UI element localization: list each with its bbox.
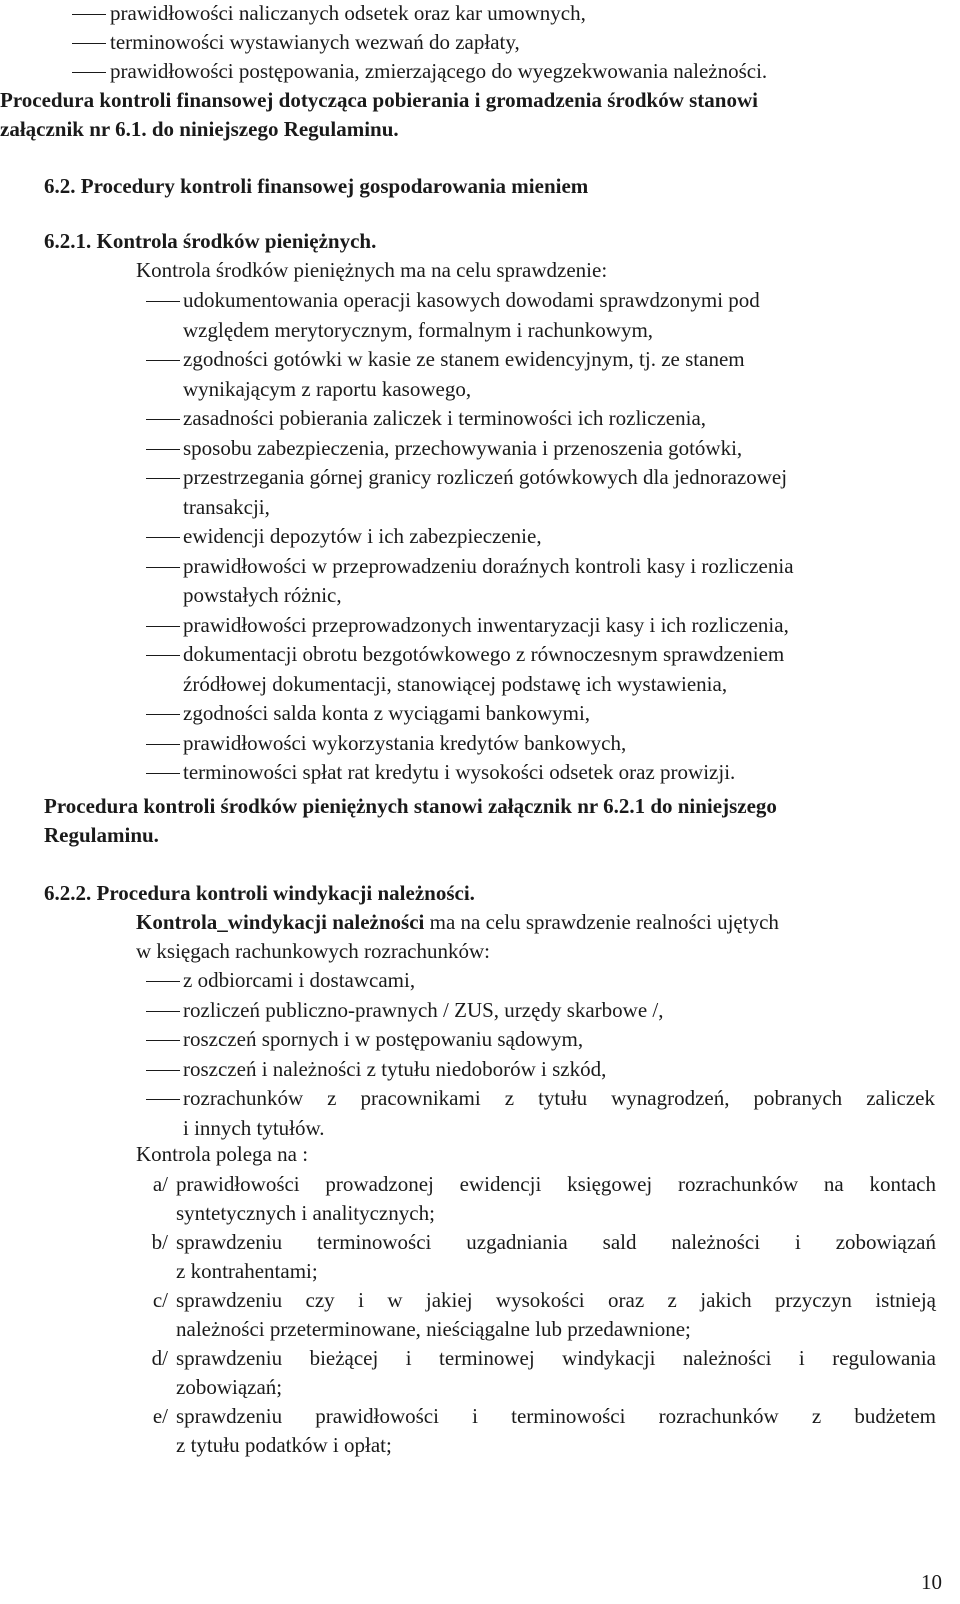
page-number: 10 <box>921 1570 942 1594</box>
intro-bold: Kontrola_windykacji należności <box>136 910 425 934</box>
list-item: prawidłowości w przeprowadzeniu doraźnych kontroli kasy i rozliczenia <box>183 553 794 578</box>
dash-marker <box>72 72 106 73</box>
dash-marker <box>146 360 180 361</box>
procedure-note: załącznik nr 6.1. do niniejszego Regulaminu. <box>0 117 399 141</box>
intro-text: Kontrola środków pieniężnych ma na celu sprawdzenie: <box>136 258 608 282</box>
list-item: zgodności gotówki w kasie ze stanem ewidencyjnym, tj. ze stanem <box>183 347 745 371</box>
list-marker: b/ <box>151 1230 168 1254</box>
list-item: względem merytorycznym, formalnym i rachunkowym, <box>183 317 654 342</box>
list-item: rozrachunków z pracownikami z tytułu wynagrodzeń, pobranych zaliczek <box>183 1086 935 1110</box>
list-item: sprawdzeniu bieżącej i terminowej windykacji należności i regulowania <box>176 1346 936 1370</box>
list-item: roszczeń spornych i w postępowaniu sądowym, <box>183 1027 584 1051</box>
list-item: syntetycznych i analitycznych; <box>176 1201 435 1225</box>
procedure-note: Regulaminu. <box>44 823 159 847</box>
list-item: ewidencji depozytów i ich zabezpieczenie, <box>183 524 542 548</box>
dash-marker <box>146 301 180 302</box>
dash-marker <box>146 773 180 774</box>
dash-marker <box>146 714 180 715</box>
procedure-note: Procedura kontroli środków pieniężnych stanowi załącznik nr 6.2.1 do niniejszego <box>44 794 777 818</box>
dash-marker <box>72 14 106 15</box>
list-item: sprawdzeniu czy i w jakiej wysokości oraz z jakich przyczyn istnieją <box>176 1288 936 1312</box>
list-item: prawidłowości postępowania, zmierzającego do wyegzekwowania należności. <box>110 59 768 83</box>
list-item: prawidłowości prowadzonej ewidencji księgowej rozrachunków na kontach <box>176 1172 936 1196</box>
list-marker: c/ <box>152 1288 168 1312</box>
list-item: sprawdzeniu terminowości uzgadniania sald należności i zobowiązań <box>176 1230 936 1254</box>
list-item: powstałych różnic, <box>183 583 342 607</box>
dash-marker <box>146 478 180 479</box>
dash-marker <box>146 449 180 450</box>
dash-marker <box>146 744 180 745</box>
intro-text: Kontrola polega na : <box>136 1142 309 1166</box>
list-item: prawidłowości przeprowadzonych inwentaryzacji kasy i ich rozliczenia, <box>183 612 789 637</box>
list-item: z odbiorcami i dostawcami, <box>183 968 416 992</box>
list-item: zobowiązań; <box>176 1375 283 1399</box>
list-item: rozliczeń publiczno-prawnych / ZUS, urzędy skarbowe /, <box>183 997 664 1022</box>
list-item: roszczeń i należności z tytułu niedoborów i szkód, <box>183 1056 607 1081</box>
list-marker: a/ <box>152 1172 168 1196</box>
dash-marker <box>146 1070 180 1071</box>
dash-marker <box>146 1011 180 1012</box>
list-item: transakcji, <box>183 494 270 519</box>
list-item: zasadności pobierania zaliczek i terminowości ich rozliczenia, <box>183 406 707 430</box>
list-marker: e/ <box>152 1404 168 1428</box>
dash-marker <box>146 981 180 982</box>
list-item: wynikającym z raportu kasowego, <box>183 376 472 401</box>
procedure-note: Procedura kontroli finansowej dotycząca pobierania i gromadzenia środków stanowi <box>0 88 758 112</box>
list-item: terminowości wystawianych wezwań do zapłaty, <box>110 30 520 54</box>
list-item: terminowości spłat rat kredytu i wysokości odsetek oraz prowizji. <box>183 760 736 784</box>
intro-text: w księgach rachunkowych rozrachunków: <box>136 939 490 963</box>
list-item: z kontrahentami; <box>176 1259 318 1283</box>
list-item: prawidłowości naliczanych odsetek oraz kar umownych, <box>110 1 586 25</box>
dash-marker <box>146 1040 180 1041</box>
subsection-heading: 6.2.1. Kontrola środków pieniężnych. <box>44 229 377 253</box>
intro-rest: ma na celu sprawdzenie realności ujętych <box>424 910 779 934</box>
dash-marker <box>146 655 180 656</box>
dash-marker <box>146 567 180 568</box>
dash-marker <box>146 1099 180 1100</box>
list-item: przestrzegania górnej granicy rozliczeń gotówkowych dla jednorazowej <box>183 465 788 489</box>
list-item: sprawdzeniu prawidłowości i terminowości rozrachunków z budżetem <box>176 1404 936 1428</box>
list-item: należności przeterminowane, nieściągalne lub przedawnione; <box>176 1317 691 1341</box>
list-item: źródłowej dokumentacji, stanowiącej podstawę ich wystawienia, <box>183 671 728 696</box>
subsection-heading: 6.2.2. Procedura kontroli windykacji należności. <box>44 881 475 905</box>
list-marker: d/ <box>151 1346 168 1370</box>
list-item: zgodności salda konta z wyciągami bankowymi, <box>183 701 591 725</box>
dash-marker <box>72 43 106 44</box>
section-heading: 6.2. Procedury kontroli finansowej gospodarowania mieniem <box>44 174 589 198</box>
dash-marker <box>146 419 180 420</box>
list-item: sposobu zabezpieczenia, przechowywania i przenoszenia gotówki, <box>183 435 743 460</box>
list-item: udokumentowania operacji kasowych dowodami sprawdzonymi pod <box>183 288 760 312</box>
list-item: dokumentacji obrotu bezgotówkowego z równoczesnym sprawdzeniem <box>183 642 785 666</box>
dash-marker <box>146 626 180 627</box>
list-item: z tytułu podatków i opłat; <box>176 1433 392 1457</box>
intro-text <box>136 908 779 938</box>
list-item: prawidłowości wykorzystania kredytów bankowych, <box>183 730 627 755</box>
dash-marker <box>146 537 180 538</box>
list-item: i innych tytułów. <box>183 1115 325 1140</box>
